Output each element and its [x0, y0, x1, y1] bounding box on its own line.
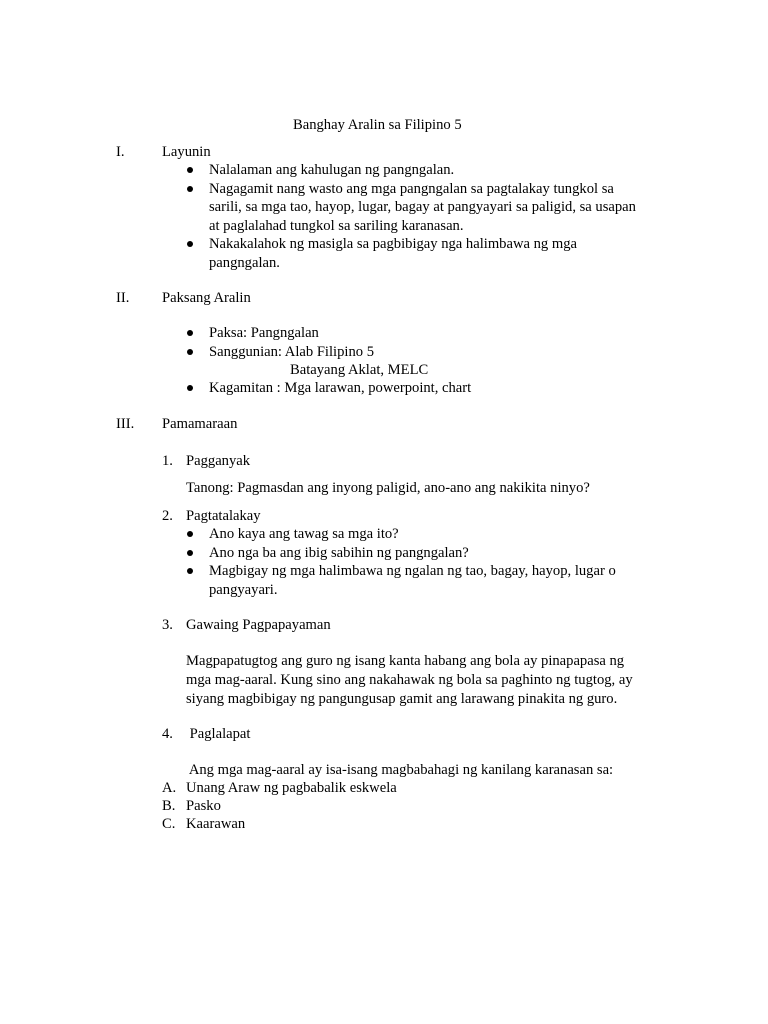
reference-sub-line: Batayang Aklat, MELC — [290, 362, 429, 378]
bullet-icon — [187, 550, 193, 556]
step-paragraph: Magpapatugtog ang guro ng isang kanta habang ang bola ay pinapapasa ng mga mag-aaral. Kung sino ang nakahawak ng bola sa paghinto ng tugtog, ay siyang magbibigay ng pangungusap gamit ang larawang pinakita ng guro. — [186, 653, 633, 707]
bullet-icon — [187, 531, 193, 537]
section-numeral: III. — [116, 416, 135, 432]
bullet-icon — [187, 349, 193, 355]
bullet-icon — [187, 167, 193, 173]
discussion-list — [185, 525, 616, 599]
section-heading: Pamamaraan — [162, 416, 238, 432]
section-numeral: I. — [116, 144, 125, 160]
section-numeral: II. — [116, 290, 130, 306]
option-text: Unang Araw ng pagbabalik eskwela — [186, 780, 397, 796]
list-item: Nakakalahok ng masigla sa pagbibigay nga halimbawa ng mga pangngalan. — [185, 235, 636, 272]
option-label: A. — [162, 780, 177, 796]
bullet-icon — [187, 330, 193, 336]
step-number: 2. — [162, 508, 173, 524]
step-intro: Ang mga mag-aaral ay isa-isang magbabahagi ng kanilang karanasan sa: — [186, 762, 614, 778]
objectives-list — [185, 161, 636, 272]
step-title: Pagganyak — [186, 453, 251, 469]
option-label: C. — [162, 816, 176, 832]
materials-list — [185, 379, 471, 398]
list-item: Kagamitan : Mga larawan, powerpoint, chart — [185, 379, 471, 398]
bullet-icon — [187, 241, 193, 247]
option-text: Kaarawan — [186, 816, 246, 832]
list-item: Sanggunian: Alab Filipino 5 — [185, 343, 374, 362]
list-item: Magbigay ng mga halimbawa ng ngalan ng tao, bagay, hayop, lugar o pangyayari. — [185, 562, 616, 599]
step-number: 4. — [162, 726, 173, 742]
subject-list — [185, 324, 374, 361]
list-item: Nalalaman ang kahulugan ng pangngalan. — [185, 161, 636, 180]
step-text: Tanong: Pagmasdan ang inyong paligid, ano-ano ang nakikita ninyo? — [186, 480, 590, 496]
list-item: Nagagamit nang wasto ang mga pangngalan sa pagtalakay tungkol sa sarili, sa mga tao, hayop, lugar, bagay at pangyayari sa paligid, sa usapan at paglalahad tungkol sa sariling karanasan. — [185, 180, 636, 236]
list-item: Ano nga ba ang ibig sabihin ng pangngalan? — [185, 544, 616, 563]
document-title: Banghay Aralin sa Filipino 5 — [293, 117, 462, 133]
section-heading: Layunin — [162, 144, 211, 160]
bullet-icon — [187, 186, 193, 192]
step-title: Pagtatalakay — [186, 508, 261, 524]
step-title: Gawaing Pagpapayaman — [186, 617, 331, 633]
bullet-icon — [187, 568, 193, 574]
section-heading: Paksang Aralin — [162, 290, 251, 306]
list-item: Paksa: Pangngalan — [185, 324, 374, 343]
step-number: 3. — [162, 617, 173, 633]
option-label: B. — [162, 798, 176, 814]
step-number: 1. — [162, 453, 173, 469]
list-item: Ano kaya ang tawag sa mga ito? — [185, 525, 616, 544]
step-title: Paglalapat — [186, 726, 251, 742]
option-text: Pasko — [186, 798, 221, 814]
bullet-icon — [187, 385, 193, 391]
